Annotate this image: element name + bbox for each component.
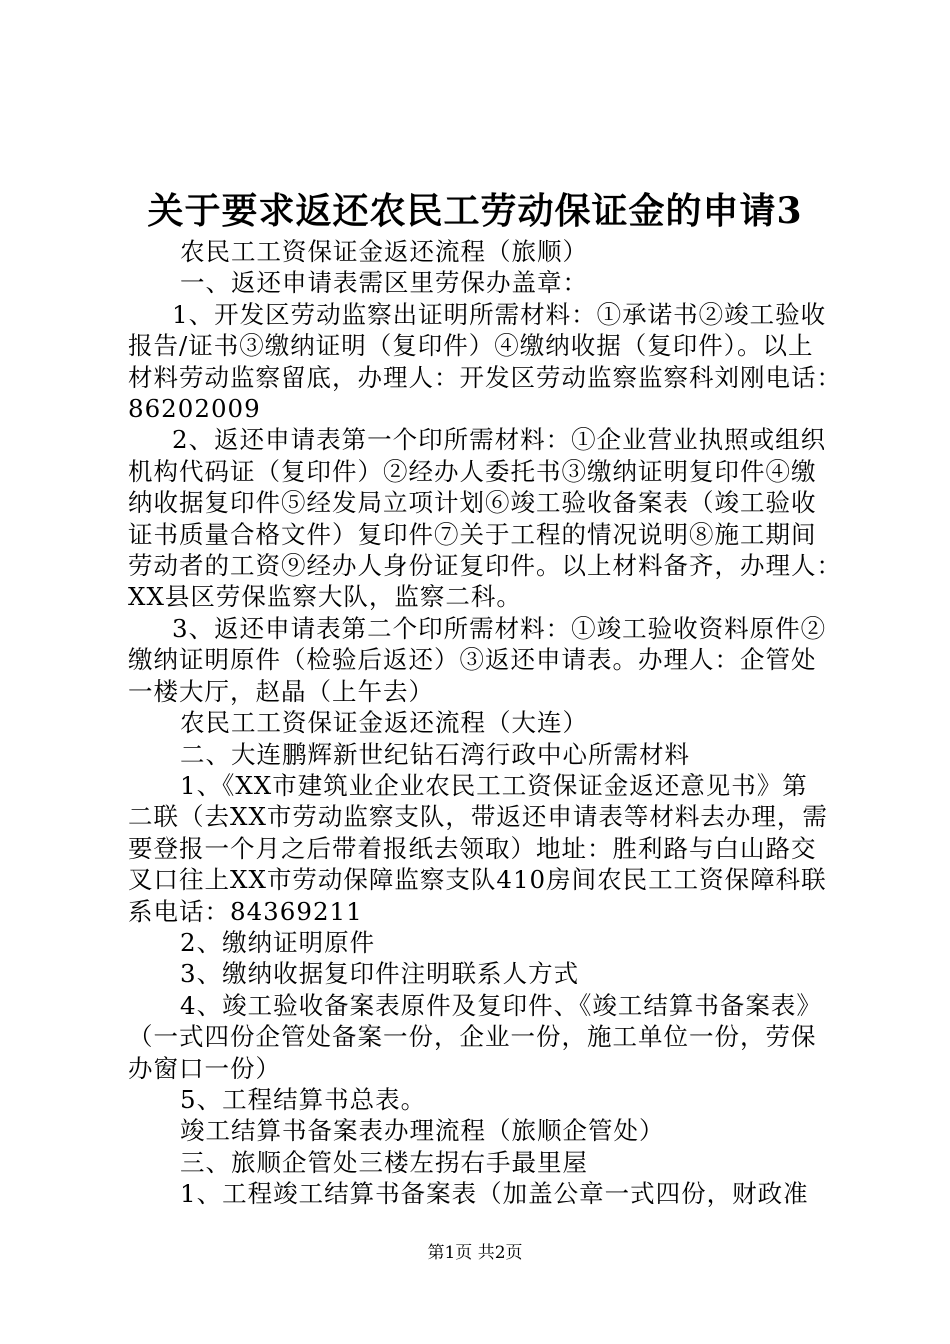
paragraph-line: 系电话：84369211 bbox=[128, 896, 363, 926]
paragraph-line: 劳动者的工资⑨经办人身份证复印件。以上材料备齐，办理人： bbox=[128, 551, 842, 581]
paragraph-line: 二联（去XX市劳动监察支队，带返还申请表等材料去办理，需 bbox=[128, 802, 828, 832]
page-indicator: 第1页 共2页 bbox=[427, 1243, 523, 1263]
paragraph-line: 3、返还申请表第二个印所需材料：①竣工验收资料原件② bbox=[172, 613, 827, 643]
paragraph-line: 二、大连鹏辉新世纪钻石湾行政中心所需材料 bbox=[180, 739, 690, 769]
paragraph-line: 1、《XX市建筑业企业农民工工资保证金返还意见书》第 bbox=[180, 770, 808, 800]
paragraph-line: 2、返还申请表第一个印所需材料：①企业营业执照或组织 bbox=[172, 425, 827, 455]
paragraph-line: 5、工程结算书总表。 bbox=[180, 1084, 427, 1114]
paragraph-line: 叉口往上XX市劳动保障监察支队410房间农民工工资保障科联 bbox=[128, 865, 827, 895]
paragraph-line: 办窗口一份） bbox=[128, 1053, 281, 1083]
paragraph-line: 4、竣工验收备案表原件及复印件、《竣工结算书备案表》 bbox=[180, 990, 822, 1020]
paragraph-line: 86202009 bbox=[128, 394, 261, 424]
paragraph-line: 报告/证书③缴纳证明（复印件）④缴纳收据（复印件）。以上 bbox=[128, 331, 814, 361]
paragraph-line: 农民工工资保证金返还流程（大连） bbox=[180, 708, 588, 738]
paragraph-line: 三、旅顺企管处三楼左拐右手最里屋 bbox=[180, 1147, 588, 1177]
paragraph-line: 农民工工资保证金返还流程（旅顺） bbox=[180, 237, 588, 266]
document-title: 关于要求返还农民工劳动保证金的申请3 bbox=[147, 190, 803, 232]
paragraph-line: 纳收据复印件⑤经发局立项计划⑥竣工验收备案表（竣工验收 bbox=[128, 488, 817, 518]
paragraph-line: 3、缴纳收据复印件注明联系人方式 bbox=[180, 959, 580, 989]
paragraph-line: 机构代码证（复印件）②经办人委托书③缴纳证明复印件④缴 bbox=[128, 456, 817, 486]
paragraph-line: 一楼大厅，赵晶（上午去） bbox=[128, 676, 434, 706]
paragraph-line: 要登报一个月之后带着报纸去领取）地址：胜利路与白山路交 bbox=[128, 833, 817, 863]
paragraph-line: 证书质量合格文件）复印件⑦关于工程的情况说明⑧施工期间 bbox=[128, 519, 817, 549]
paragraph-line: 1、工程竣工结算书备案表（加盖公章一式四份，财政准 bbox=[180, 1179, 809, 1209]
paragraph-line: 材料劳动监察留底，办理人：开发区劳动监察监察科刘刚电话： bbox=[128, 362, 842, 392]
paragraph-line: 缴纳证明原件（检验后返还）③返还申请表。办理人：企管处 bbox=[128, 645, 817, 675]
paragraph-line: 竣工结算书备案表办理流程（旅顺企管处） bbox=[180, 1116, 665, 1146]
paragraph-line: 2、缴纳证明原件 bbox=[180, 927, 376, 957]
paragraph-line: 1、开发区劳动监察出证明所需材料：①承诺书②竣工验收 bbox=[172, 299, 827, 329]
paragraph-line: XX县区劳保监察大队，监察二科。 bbox=[128, 582, 522, 612]
paragraph-line: 一、返还申请表需区里劳保办盖章： bbox=[180, 268, 588, 298]
document-body bbox=[128, 236, 840, 1210]
paragraph-line: （一式四份企管处备案一份，企业一份，施工单位一份，劳保 bbox=[128, 1022, 817, 1052]
